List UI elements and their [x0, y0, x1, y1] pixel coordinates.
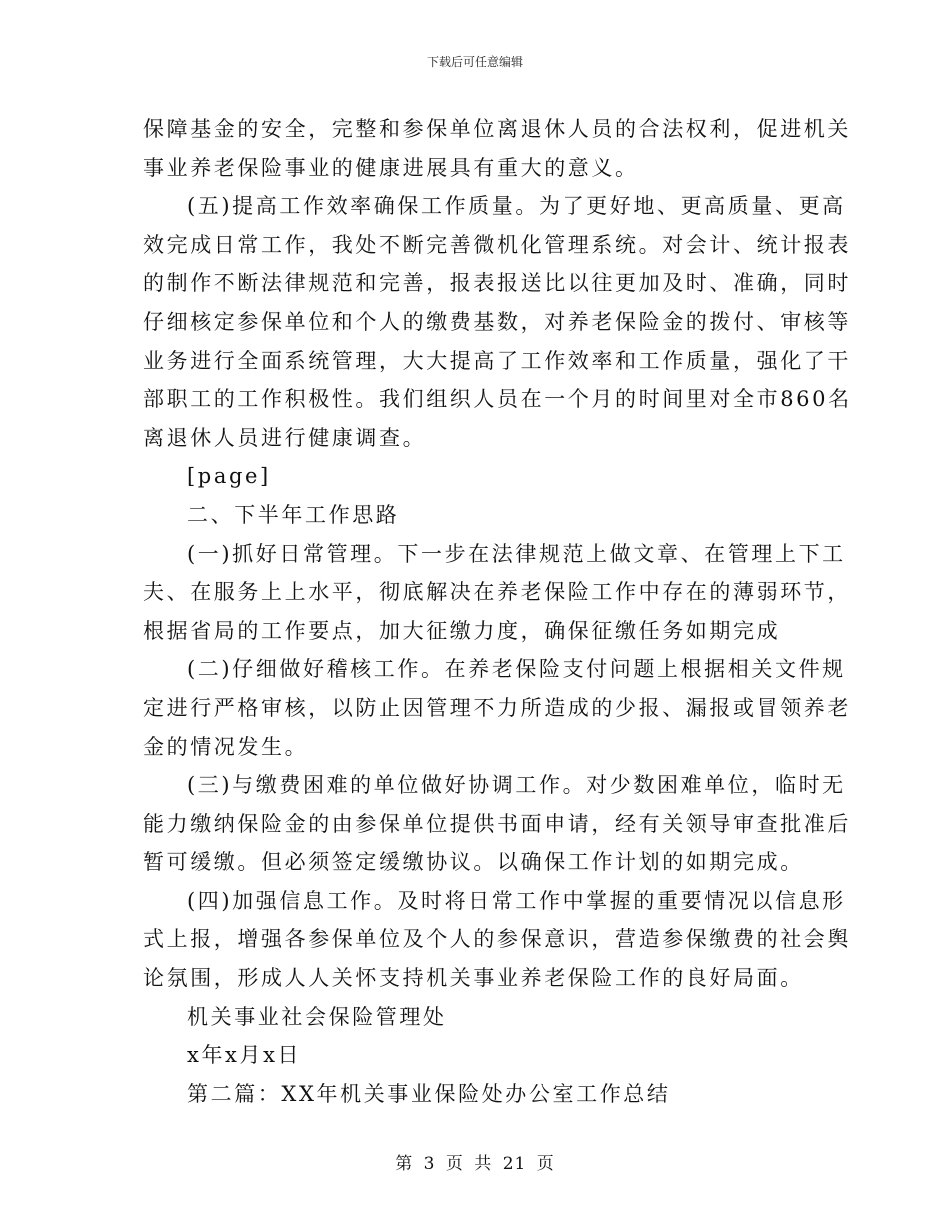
next-article-title: 第二篇：XX年机关事业保险处办公室工作总结: [187, 1081, 671, 1106]
page-header: 下载后可任意编辑: [426, 55, 523, 69]
text-line: 效完成日常工作，我处不断完善微机化管理系统。对会计、统计报表: [143, 232, 851, 257]
document-body: [143, 110, 852, 1113]
paragraph-start: (一)抓好日常管理。下一步在法律规范上做文章、在管理上下工: [187, 541, 846, 566]
page-number: 第 3 页 共 21 页: [395, 1154, 555, 1174]
paragraph-start: (二)仔细做好稽核工作。在养老保险支付问题上根据相关文件规: [187, 657, 846, 682]
text-line: 金的情况发生。: [143, 734, 309, 759]
page-marker: [page]: [187, 464, 271, 489]
text-line: 的制作不断法律规范和完善，报表报送比以往更加及时、准确，同时: [143, 271, 851, 296]
signature-organization: 机关事业社会保险管理处: [187, 1004, 447, 1029]
text-line: 离退休人员进行健康调查。: [143, 425, 427, 450]
section-heading: 二、下半年工作思路: [187, 502, 400, 527]
text-line: 部职工的工作积极性。我们组织人员在一个月的时间里对全市860名: [143, 387, 852, 412]
text-line: 式上报，增强各参保单位及个人的参保意识，营造参保缴费的社会舆: [143, 927, 851, 952]
text-line: 暂可缓缴。但必须签定缓缴协议。以确保工作计划的如期完成。: [143, 850, 804, 875]
text-line: 业务进行全面系统管理，大大提高了工作效率和工作质量，强化了干: [143, 348, 851, 373]
signature-date: x年x月x日: [187, 1043, 302, 1068]
paragraph-start: (五)提高工作效率确保工作质量。为了更好地、更高质量、更高: [187, 194, 846, 219]
paragraph-start: (四)加强信息工作。及时将日常工作中掌握的重要情况以信息形: [187, 888, 846, 913]
text-line: 事业养老保险事业的健康进展具有重大的意义。: [143, 155, 639, 180]
text-line: 仔细核定参保单位和个人的缴费基数，对养老保险金的拨付、审核等: [143, 309, 851, 334]
paragraph-start: (三)与缴费困难的单位做好协调工作。对少数困难单位，临时无: [187, 773, 846, 798]
text-line: 定进行严格审核，以防止因管理不力所造成的少报、漏报或冒领养老: [143, 695, 851, 720]
text-line: 能力缴纳保险金的由参保单位提供书面申请，经有关领导审查批准后: [143, 811, 851, 836]
text-line: 根据省局的工作要点，加大征缴力度，确保征缴任务如期完成: [143, 618, 781, 643]
text-line: 保障基金的安全，完整和参保单位离退休人员的合法权利，促进机关: [143, 117, 851, 141]
text-line: 论氛围，形成人人关怀支持机关事业养老保险工作的良好局面。: [143, 966, 804, 991]
text-line: 夫、在服务上上水平，彻底解决在养老保险工作中存在的薄弱环节，: [143, 580, 851, 605]
